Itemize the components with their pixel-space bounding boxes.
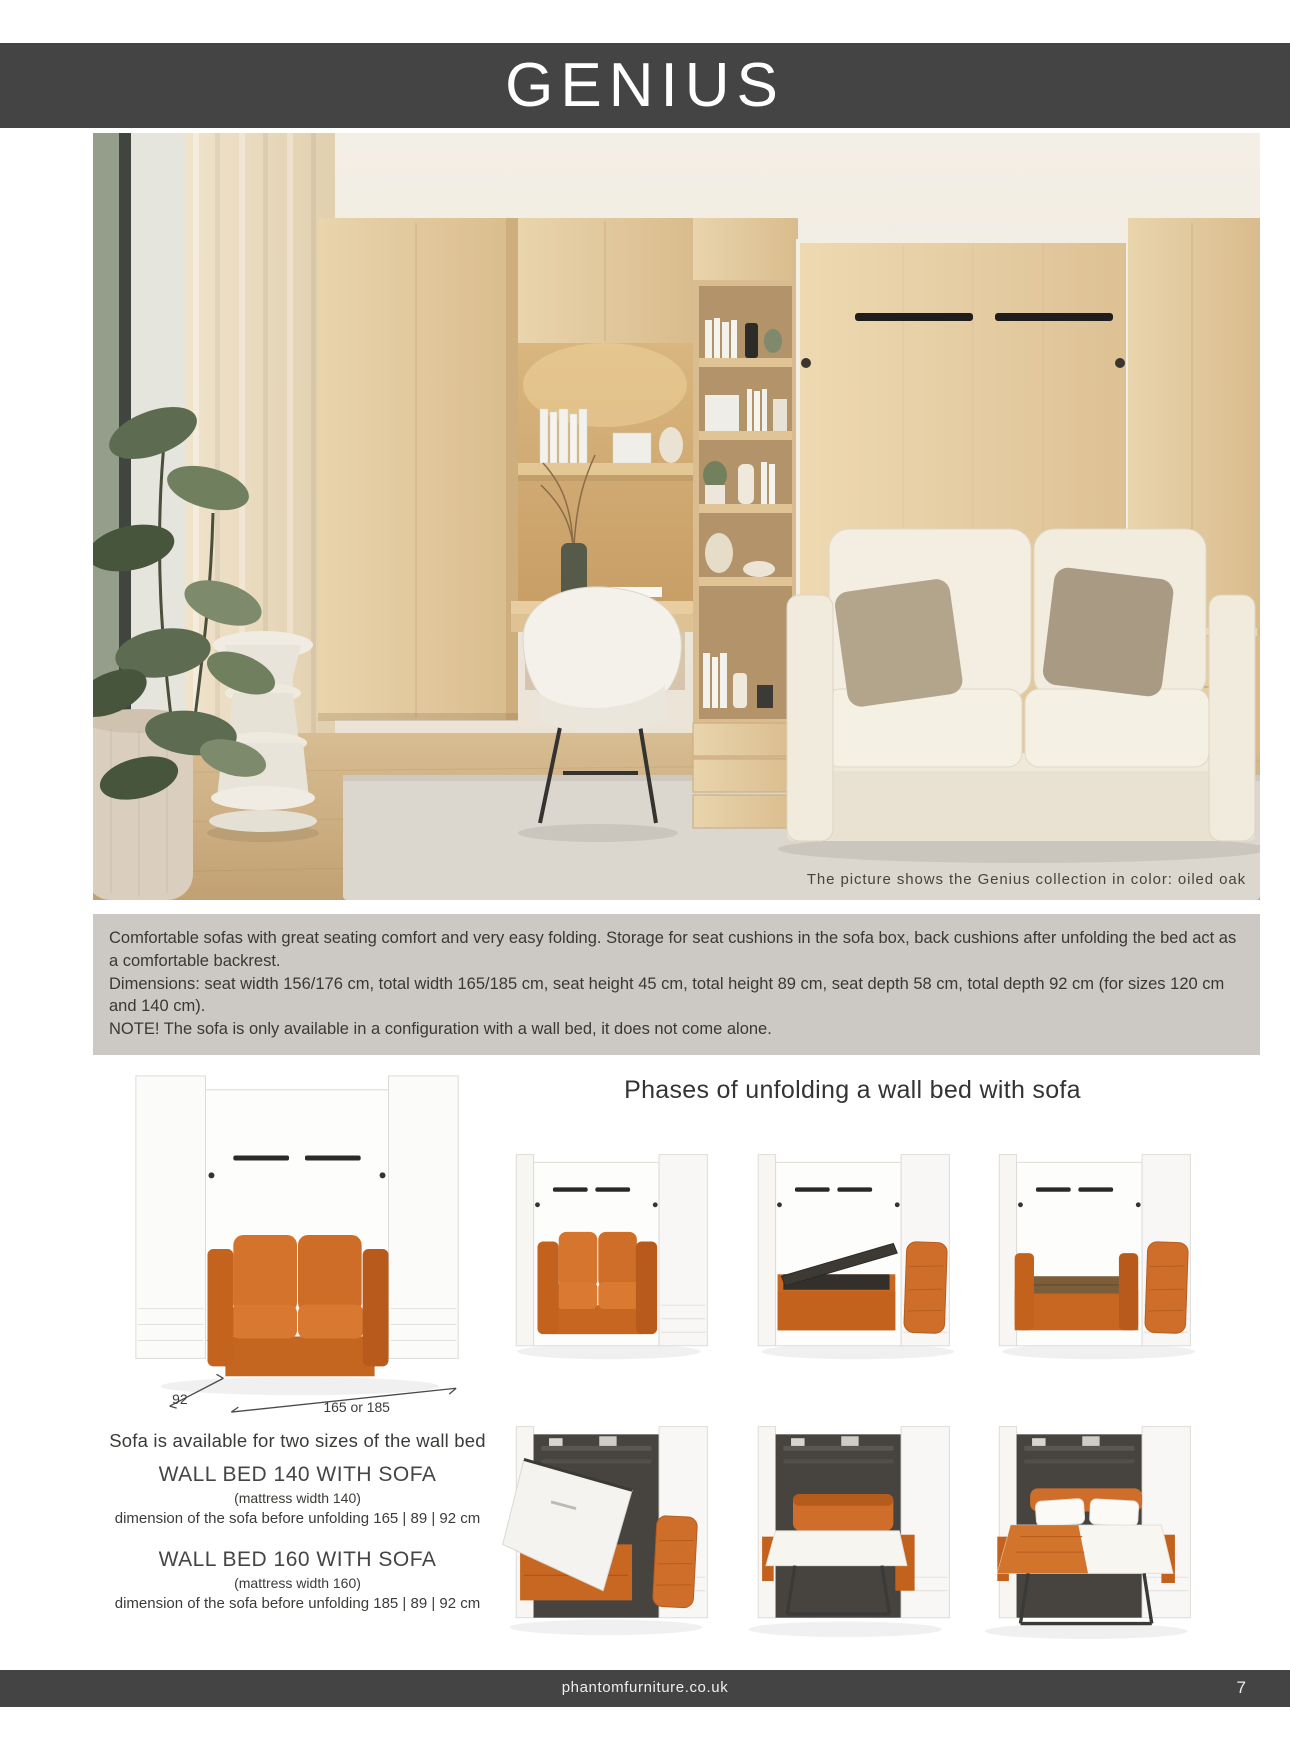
product-figure (105, 1058, 490, 1426)
photo-caption: The picture shows the Genius collection in color: oiled oak (806, 871, 1246, 888)
description-note: NOTE! The sofa is only available in a configuration with a wall bed, it does not come alone. (109, 1020, 772, 1039)
room-scene (93, 133, 1260, 900)
option-mattress: (mattress width 140) (234, 1490, 361, 1506)
bed-handle-left (855, 313, 973, 321)
phase-5-image (737, 1394, 969, 1660)
availability-note: Sofa is available for two sizes of the wall bed (109, 1430, 486, 1451)
footer-website: phantomfurniture.co.uk (561, 1679, 729, 1696)
option-mattress: (mattress width 160) (234, 1575, 361, 1591)
option-wall-bed-140 (100, 1462, 495, 1530)
option-title: WALL BED 140 WITH SOFA (158, 1463, 437, 1486)
pillow-right (1041, 566, 1174, 698)
handle-left (233, 1155, 289, 1160)
bookshelf-drawers (693, 723, 798, 828)
pillow-left (833, 577, 964, 708)
wall-bed-options (100, 1462, 495, 1632)
header-bar (0, 43, 1290, 128)
phase-4-image (495, 1394, 727, 1660)
bed-knob-left (801, 358, 811, 368)
hero-photo (93, 133, 1260, 900)
description-dimensions: Dimensions: seat width 156/176 cm, total width 165/185 cm, seat height 45 cm, total height 89 cm, seat depth 58 cm, total depth 92 cm (for sizes 120 cm and 140 cm). (109, 974, 1225, 1016)
option-dimension: dimension of the sofa before unfolding 165 | 89 | 92 cm (114, 1510, 481, 1527)
width-label: 165 or 185 (323, 1399, 390, 1416)
bookshelf (693, 218, 798, 828)
bed-knob-right (1115, 358, 1125, 368)
phase-3-image (978, 1122, 1210, 1388)
depth-label: 92 (172, 1391, 188, 1408)
bed-handle-right (995, 313, 1113, 321)
phases-heading: Phases of unfolding a wall bed with sofa (624, 1076, 1081, 1104)
phase-6-image (978, 1394, 1210, 1660)
handle-right (305, 1155, 361, 1160)
phases-grid (495, 1122, 1210, 1660)
phase-2-image (737, 1122, 969, 1388)
knob-right (380, 1172, 386, 1178)
footer-bar (0, 1670, 1290, 1707)
knob-left (208, 1172, 214, 1178)
wardrobe-left (318, 218, 518, 721)
page-title: GENIUS (505, 50, 785, 120)
wall-bed-sofa-illustration (105, 1058, 490, 1426)
option-title: WALL BED 160 WITH SOFA (158, 1548, 437, 1571)
footer-page-number: 7 (1236, 1678, 1246, 1697)
description-block (93, 914, 1260, 1055)
sofa (778, 529, 1260, 863)
description-paragraph: Comfortable sofas with great seating comfort and very easy folding. Storage for seat cushions in the sofa box, back cushions after unfolding the bed act as a comfortable backrest. (109, 929, 1237, 970)
option-dimension: dimension of the sofa before unfolding 185 | 89 | 92 cm (114, 1595, 481, 1612)
option-wall-bed-160 (100, 1547, 495, 1615)
phase-1-image (495, 1122, 727, 1388)
